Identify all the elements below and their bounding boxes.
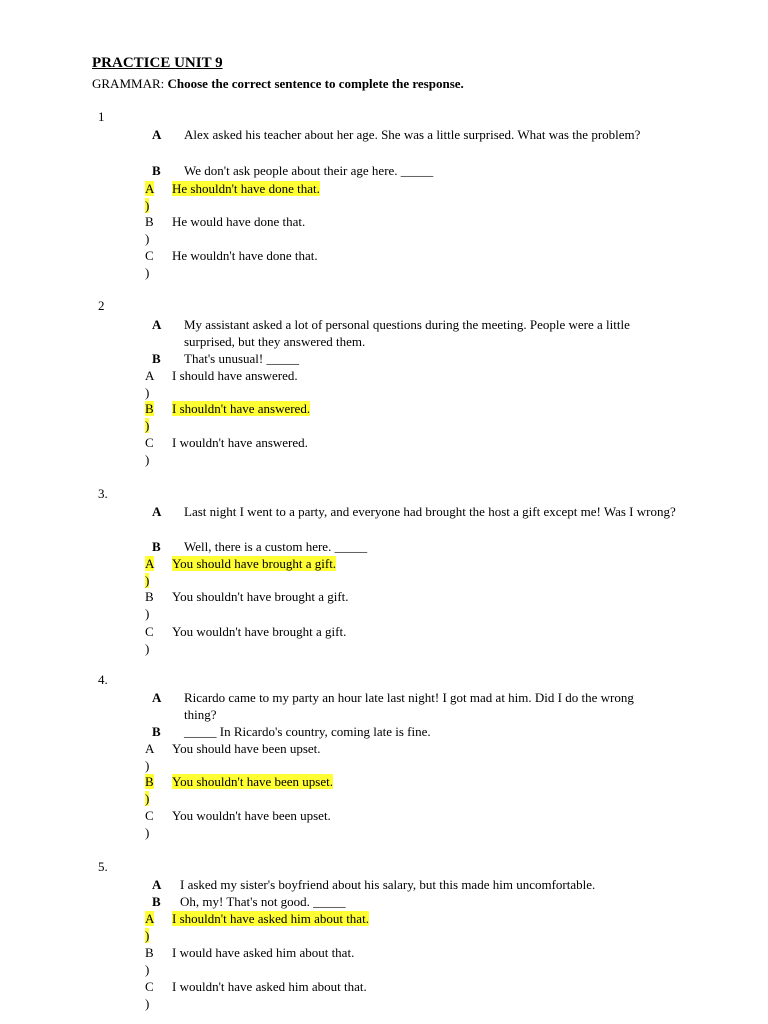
question-4-option-a-text[interactable]: You should have been upset. xyxy=(172,741,321,756)
option-letter: A xyxy=(145,368,155,383)
question-4-option-b[interactable] xyxy=(145,773,154,790)
question-4-line-a: Ricardo came to my party an hour late last night! I got mad at him. Did I do the wrong thing? xyxy=(184,690,634,722)
option-paren: ) xyxy=(145,825,150,840)
question-4-option-c-text[interactable]: You wouldn't have been upset. xyxy=(172,808,331,823)
instruction-label: GRAMMAR: xyxy=(92,76,165,91)
option-letter: A xyxy=(145,741,155,756)
option-letter: B xyxy=(145,774,154,789)
question-3-option-c[interactable] xyxy=(145,623,154,640)
question-4-speaker-a: A xyxy=(152,690,162,705)
question-5-option-c-text[interactable]: I wouldn't have asked him about that. xyxy=(172,979,367,994)
question-1-option-a[interactable] xyxy=(145,180,154,197)
question-2-option-a-text[interactable]: I should have answered. xyxy=(172,368,298,383)
option-letter: B xyxy=(145,401,154,416)
option-paren: ) xyxy=(145,962,150,977)
question-1-option-b[interactable] xyxy=(145,213,154,230)
question-5-option-b-text[interactable]: I would have asked him about that. xyxy=(172,945,355,960)
question-2-line-a: My assistant asked a lot of personal questions during the meeting. People were a little surprised, but they answered them. xyxy=(184,317,630,349)
question-3-speaker-b: B xyxy=(152,539,161,554)
option-letter: A xyxy=(145,181,155,196)
question-2-line-b: That's unusual! _____ xyxy=(184,351,299,366)
question-5-option-c[interactable] xyxy=(145,978,154,995)
question-5-line-b: Oh, my! That's not good. _____ xyxy=(180,894,346,909)
question-3-option-b-text[interactable]: You shouldn't have brought a gift. xyxy=(172,589,349,604)
option-paren: ) xyxy=(145,198,150,213)
option-letter: B xyxy=(145,589,154,604)
question-3-option-b[interactable] xyxy=(145,588,154,605)
instruction-text: Choose the correct sentence to complete the response. xyxy=(167,76,464,91)
question-5-speaker-b: B xyxy=(152,894,161,909)
question-5-number: 5. xyxy=(98,859,108,874)
question-5-speaker-a: A xyxy=(152,877,162,892)
question-3-option-a-text[interactable]: You should have brought a gift. xyxy=(172,556,337,571)
question-3-number: 3. xyxy=(98,486,108,501)
option-paren: ) xyxy=(145,758,150,773)
question-1-option-a-text[interactable]: He shouldn't have done that. xyxy=(172,181,320,196)
question-3-option-a[interactable] xyxy=(145,555,154,572)
question-4-option-a[interactable] xyxy=(145,740,154,757)
option-paren: ) xyxy=(145,606,150,621)
question-4-line-b: _____ In Ricardo's country, coming late is fine. xyxy=(184,724,431,739)
instructions xyxy=(92,75,464,92)
question-2-speaker-a: A xyxy=(152,317,162,332)
question-5-option-a[interactable] xyxy=(145,910,154,927)
question-3-speaker-a: A xyxy=(152,504,162,519)
question-5-option-b[interactable] xyxy=(145,944,154,961)
option-letter: C xyxy=(145,248,154,263)
question-4-speaker-b: B xyxy=(152,724,161,739)
option-letter: C xyxy=(145,979,154,994)
option-letter: B xyxy=(145,214,154,229)
question-4-option-c[interactable] xyxy=(145,807,154,824)
option-paren: ) xyxy=(145,791,150,806)
option-paren: ) xyxy=(145,452,150,467)
question-1-speaker-a: A xyxy=(152,127,162,142)
question-1-line-a: Alex asked his teacher about her age. She was a little surprised. What was the problem? xyxy=(184,127,641,142)
option-paren: ) xyxy=(145,265,150,280)
option-paren: ) xyxy=(145,641,150,656)
question-2-option-a[interactable] xyxy=(145,367,154,384)
question-1-option-c-text[interactable]: He wouldn't have done that. xyxy=(172,248,318,263)
question-2-option-c-text[interactable]: I wouldn't have answered. xyxy=(172,435,308,450)
question-1-option-b-text[interactable]: He would have done that. xyxy=(172,214,306,229)
question-4-option-b-text[interactable]: You shouldn't have been upset. xyxy=(172,774,333,789)
option-paren: ) xyxy=(145,385,150,400)
option-paren: ) xyxy=(145,573,150,588)
question-3-option-c-text[interactable]: You wouldn't have brought a gift. xyxy=(172,624,347,639)
option-letter: B xyxy=(145,945,154,960)
option-letter: C xyxy=(145,435,154,450)
option-paren: ) xyxy=(145,231,150,246)
question-2-option-b-text[interactable]: I shouldn't have answered. xyxy=(172,401,311,416)
question-1-option-c[interactable] xyxy=(145,247,154,264)
option-paren: ) xyxy=(145,928,150,943)
option-paren: ) xyxy=(145,996,150,1011)
question-4-number: 4. xyxy=(98,672,108,687)
question-2-option-b[interactable] xyxy=(145,400,154,417)
option-letter: C xyxy=(145,624,154,639)
option-letter: A xyxy=(145,911,155,926)
question-1-speaker-b: B xyxy=(152,163,161,178)
page-title: PRACTICE UNIT 9 xyxy=(92,55,223,71)
question-2-number: 2 xyxy=(98,298,105,313)
question-1-line-b: We don't ask people about their age here. _____ xyxy=(184,163,434,178)
question-5-line-a: I asked my sister's boyfriend about his salary, but this made him uncomfortable. xyxy=(180,877,596,892)
question-2-speaker-b: B xyxy=(152,351,161,366)
option-paren: ) xyxy=(145,418,150,433)
question-2-option-c[interactable] xyxy=(145,434,154,451)
option-letter: C xyxy=(145,808,154,823)
question-3-line-a: Last night I went to a party, and everyone had brought the host a gift except me! Was I wrong? xyxy=(184,504,676,519)
question-1-number: 1 xyxy=(98,109,105,124)
question-3-line-b: Well, there is a custom here. _____ xyxy=(184,539,368,554)
question-5-option-a-text[interactable]: I shouldn't have asked him about that. xyxy=(172,911,369,926)
option-letter: A xyxy=(145,556,155,571)
